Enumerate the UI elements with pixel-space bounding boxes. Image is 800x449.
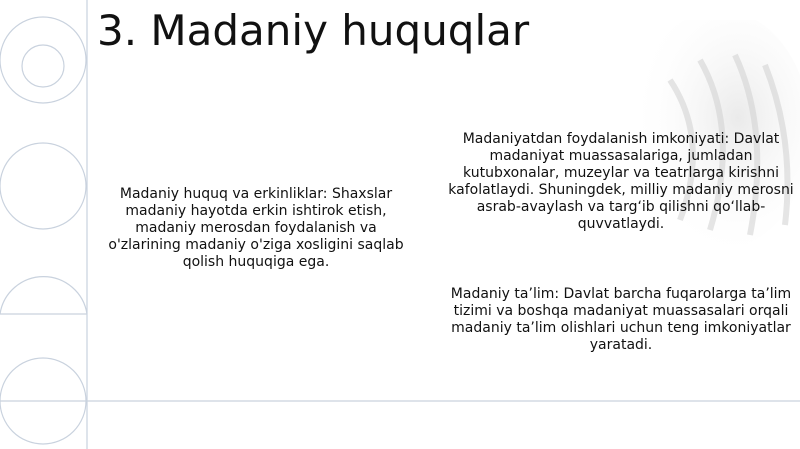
cultural-education-text: Madaniy ta’lim: Davlat barcha fuqarolarga ta’lim tizimi va boshqa madaniyat muassasalari orqali madaniy ta’lim olishlari uchun teng imkoniyatlar yaratadi. bbox=[450, 286, 792, 353]
cultural-rights-freedoms-text: Madaniy huquq va erkinliklar: Shaxslar madaniy hayotda erkin ishtirok etish, madaniy merosdan foydalanish va o'zlarining madaniy o'ziga xosligini saqlab qolish huquqiga ega. bbox=[108, 186, 404, 270]
culture-access-text: Madaniyatdan foydalanish imkoniyati: Davlat madaniyat muassasalariga, jumladan kutubxonalar, muzeylar va teatrlarga kirishni kafolatlaydi. Shuningdek, milliy madaniy merosni asrab-avaylash va targ‘ib qilishni qo‘llab-quvvatlaydi. bbox=[448, 131, 794, 232]
slide-title: 3. Madaniy huquqlar bbox=[97, 6, 530, 55]
